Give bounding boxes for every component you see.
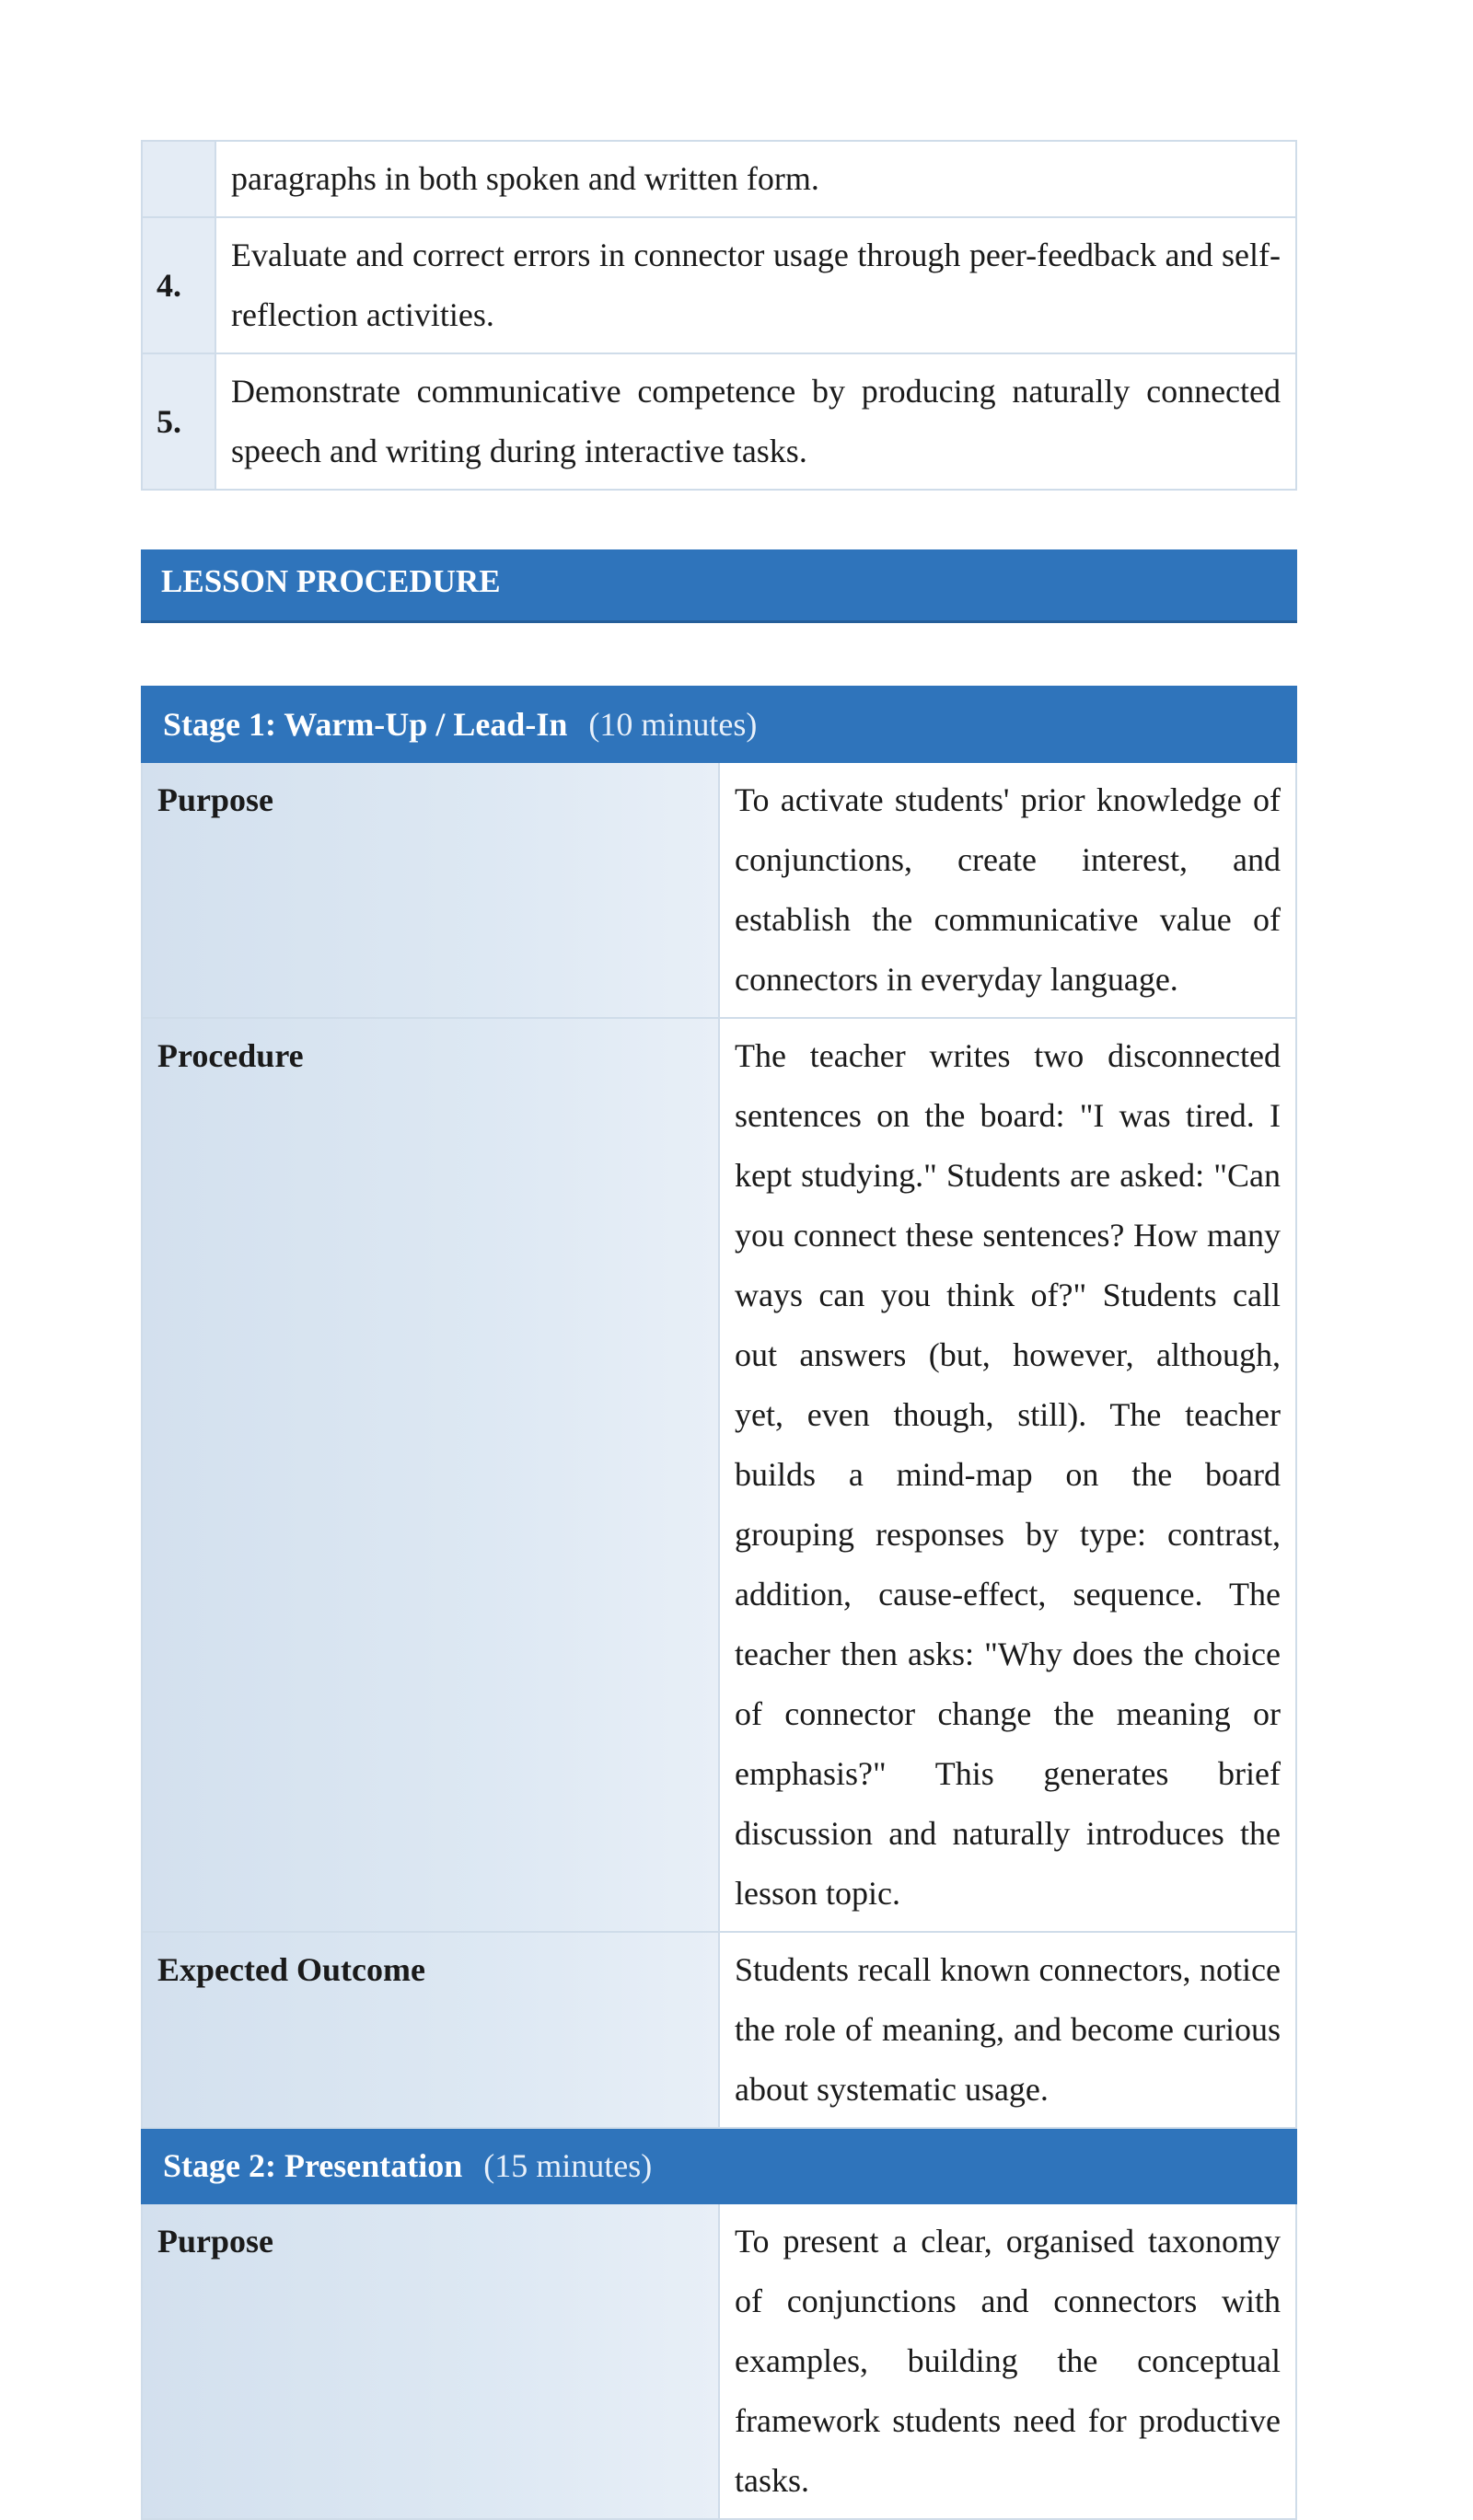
row-label: Expected Outcome [142,1932,719,2128]
objective-number: 5. [142,353,215,490]
row-text: To present a clear, organised taxonomy of conjunctions and connectors with examples, building the conceptual framework students need for productive tasks. [719,2203,1296,2519]
row-text: The teacher writes two disconnected sentences on the board: "I was tired. I kept studying." Students are asked: "Can you connect these sentences? How many ways can you think of?" Students call out answers (but, however, although, yet, even though, still). The teacher builds a mind-map on the board grouping responses by type: contrast, addition, cause-effect, sequence. The teacher then asks: "Why does the choice of connector change the meaning or emphasis?" This generates brief discussion and naturally introduces the lesson topic. [719,1018,1296,1932]
stage-duration: (10 minutes) [588,706,758,743]
stage-row [142,1932,1296,2128]
objectives-table [141,140,1297,491]
stage-title: Stage 2: Presentation [163,2147,463,2184]
objective-text: Demonstrate communicative competence by producing naturally connected speech and writing during interactive tasks. [215,353,1296,490]
stage-header [142,687,1296,762]
stage-row [142,2203,1296,2519]
row-label: Purpose [142,2203,719,2519]
objective-number [142,141,215,217]
stage-row [142,762,1296,1018]
stage-title: Stage 1: Warm-Up / Lead-In [163,706,568,743]
row-text: To activate students' prior knowledge of conjunctions, create interest, and establish the communicative value of connectors in everyday language. [719,762,1296,1018]
objective-text: Evaluate and correct errors in connector usage through peer-feedback and self-reflection activities. [215,217,1296,353]
row-label: Procedure [142,1018,719,1932]
objective-row [142,353,1296,490]
stage-row [142,1018,1296,1932]
row-text: Students recall known connectors, notice the role of meaning, and become curious about systematic usage. [719,1932,1296,2128]
objective-row [142,217,1296,353]
stage-header-cell [142,2128,1296,2203]
stage-header [142,2128,1296,2203]
row-label: Purpose [142,762,719,1018]
objective-text: paragraphs in both spoken and written form. [215,141,1296,217]
objective-number: 4. [142,217,215,353]
lesson-stages-table [141,686,1297,2520]
stage-duration: (15 minutes) [483,2147,653,2184]
objective-row [142,141,1296,217]
section-heading: LESSON PROCEDURE [141,549,1297,623]
stage-header-cell [142,687,1296,762]
